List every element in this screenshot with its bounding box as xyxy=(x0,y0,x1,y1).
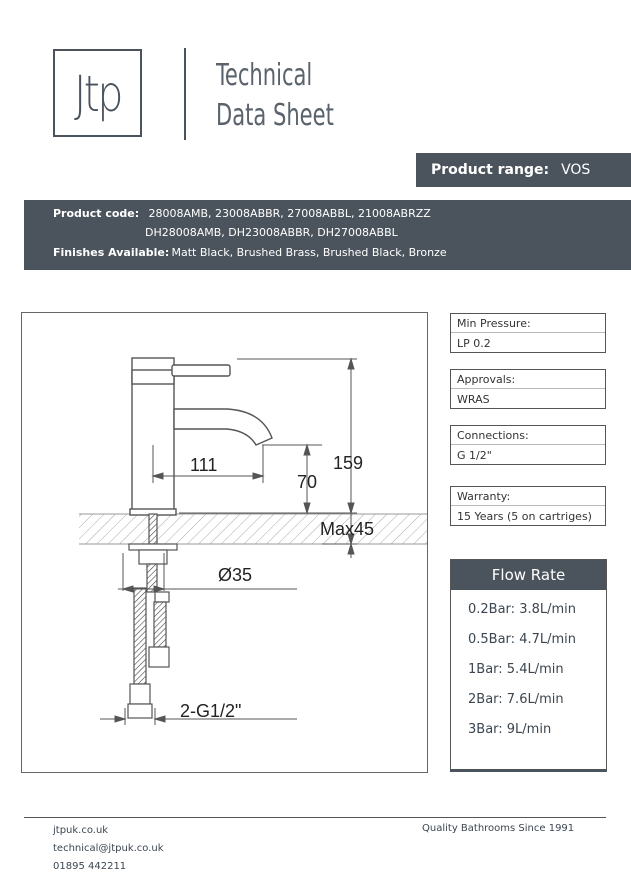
jtp-logo xyxy=(53,49,142,137)
dim-thread-label: 2-G1/2" xyxy=(180,701,242,721)
footer-email[interactable]: technical@jtpuk.co.uk xyxy=(53,843,164,854)
countertop xyxy=(79,514,427,544)
flow-rate-title: Flow Rate xyxy=(451,560,606,590)
finishes-label: Finishes Available: xyxy=(53,246,170,259)
product-code-row-2 xyxy=(145,226,398,239)
dim-159-label: 159 xyxy=(333,453,364,473)
tap-body xyxy=(130,358,272,515)
footer-divider xyxy=(24,817,606,818)
spec-min-pressure xyxy=(450,313,606,353)
dim-diameter-label: Ø35 xyxy=(218,565,253,585)
product-range-value: VOS xyxy=(561,162,591,178)
spec-warranty xyxy=(450,486,606,526)
document-title xyxy=(216,56,334,136)
flow-rate-item: 0.5Bar: 4.7L/min xyxy=(468,632,576,647)
footer-phone: 01895 442211 xyxy=(53,861,127,872)
product-info-banner xyxy=(24,200,631,270)
spec-label: Warranty: xyxy=(457,490,511,503)
finishes-row xyxy=(53,246,447,259)
dim-70-label: 70 xyxy=(297,472,318,492)
flow-rate-item: 3Bar: 9L/min xyxy=(468,722,552,737)
spec-value: LP 0.2 xyxy=(451,332,605,352)
title-line-2: Data Sheet xyxy=(216,98,334,133)
spec-value: G 1/2" xyxy=(451,444,605,464)
spec-label: Connections: xyxy=(457,429,529,442)
logo-text: Jtp xyxy=(74,65,121,123)
footer-website[interactable]: jtpuk.co.uk xyxy=(53,825,109,836)
product-code-line-2: DH28008AMB, DH23008ABBR, DH27008ABBL xyxy=(145,226,398,239)
title-line-1: Technical xyxy=(216,58,313,93)
under-counter-fixings xyxy=(128,514,177,718)
spec-connections xyxy=(450,425,606,465)
footer-tagline: Quality Bathrooms Since 1991 xyxy=(422,823,575,834)
flow-rate-item: 0.2Bar: 3.8L/min xyxy=(468,602,576,617)
spec-value: WRAS xyxy=(451,388,605,408)
product-range-label: Product range: xyxy=(431,162,550,178)
spec-approvals xyxy=(450,369,606,409)
product-range-banner xyxy=(416,153,631,187)
dim-max45-label: Max45 xyxy=(320,519,375,539)
spec-label: Min Pressure: xyxy=(457,317,531,330)
flow-rate-panel xyxy=(450,559,607,772)
technical-drawing xyxy=(21,312,428,773)
product-code-line-1: 28008AMB, 23008ABBR, 27008ABBL, 21008ABRZZ xyxy=(148,207,431,220)
spec-value: 15 Years (5 on cartriges) xyxy=(451,505,605,525)
flow-rate-item: 1Bar: 5.4L/min xyxy=(468,662,564,677)
finishes-value: Matt Black, Brushed Brass, Brushed Black, Bronze xyxy=(171,246,447,259)
product-code-label: Product code: xyxy=(53,207,140,220)
tap-drawing-svg xyxy=(22,313,429,774)
flow-rate-item: 2Bar: 7.6L/min xyxy=(468,692,564,707)
header-divider xyxy=(184,48,186,140)
product-code-row xyxy=(53,207,431,220)
dim-111-label: 111 xyxy=(190,455,218,475)
spec-label: Approvals: xyxy=(457,373,516,386)
